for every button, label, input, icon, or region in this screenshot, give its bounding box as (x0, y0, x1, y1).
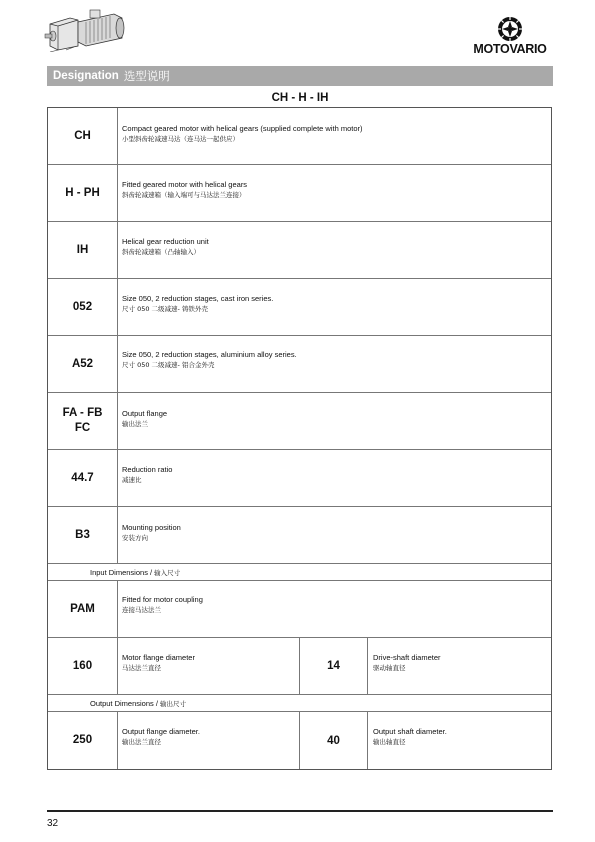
table-row (48, 393, 551, 450)
description-en: Size 050, 2 reduction stages, cast iron series. (122, 294, 274, 303)
description-en: Size 050, 2 reduction stages, aluminium alloy series. (122, 350, 297, 359)
row-description (122, 124, 363, 144)
description-zh: 尺寸 050 二级减速- 铝合金外壳 (122, 361, 215, 369)
description-zh: 斜齿轮减速箱（输入端可与马达法兰连接） (122, 191, 246, 199)
description-zh: 连接马达法兰 (122, 606, 161, 614)
description-zh: 小型斜齿轮减速马达（连马达一起供应） (122, 135, 239, 143)
row-description (373, 653, 441, 673)
motovario-logo (465, 16, 555, 56)
title-en: Designation (53, 70, 119, 82)
table-row (48, 638, 551, 695)
table-row (48, 165, 551, 222)
geared-motor-illustration (44, 6, 126, 52)
row-code: 250 (48, 712, 118, 769)
section-label-en: Input Dimensions / (90, 567, 153, 577)
row-code: 052 (48, 279, 118, 335)
row-code: 14 (300, 638, 368, 694)
row-code: H - PH (48, 165, 118, 221)
page-header (0, 0, 595, 62)
description-zh: 减速比 (122, 476, 142, 484)
input-dimensions-header (48, 564, 551, 581)
row-description (122, 350, 297, 370)
row-description (122, 523, 181, 543)
row-description (122, 465, 172, 485)
row-code: 160 (48, 638, 118, 694)
row-description (373, 727, 447, 747)
designation-code: CH - H - IH (271, 92, 329, 104)
description-en: Output flange diameter. (122, 727, 200, 736)
row-description (122, 409, 167, 429)
description-en: Mounting position (122, 523, 181, 532)
row-code-line2: FC (74, 422, 91, 434)
title-zh: 选型说明 (123, 69, 170, 83)
designation-table (47, 107, 552, 770)
brand-name: MOTOVARIO (473, 42, 547, 56)
page-number: 32 (47, 818, 59, 829)
description-en: Fitted geared motor with helical gears (122, 180, 248, 189)
description-zh: 驱动轴直径 (373, 664, 406, 672)
row-description (122, 294, 273, 314)
row-code: A52 (48, 336, 118, 392)
table-row (48, 108, 551, 165)
row-description (122, 237, 209, 257)
description-zh: 输出法兰直径 (122, 738, 161, 746)
table-row (48, 507, 551, 564)
table-row (48, 581, 551, 638)
description-en: Output flange (122, 409, 168, 418)
description-en: Helical gear reduction unit (122, 237, 209, 246)
table-row (48, 712, 551, 769)
table-row (48, 222, 551, 279)
row-description (122, 595, 203, 615)
row-code: 44.7 (48, 450, 118, 506)
description-zh: 输出轴直径 (373, 738, 406, 746)
section-label-zh: 输入尺寸 (154, 568, 181, 577)
description-en: Drive-shaft diameter (373, 653, 441, 662)
row-code: B3 (48, 507, 118, 563)
row-code: 40 (300, 712, 368, 769)
description-zh: 输出法兰 (122, 420, 148, 428)
row-code-line1: FA - FB (62, 407, 103, 419)
column-divider (48, 638, 300, 694)
designation-title-bar (47, 66, 553, 86)
description-en: Fitted for motor coupling (122, 595, 203, 604)
row-code: PAM (48, 581, 118, 637)
description-zh: 马达法兰直径 (122, 664, 161, 672)
description-en: Motor flange diameter (122, 653, 195, 662)
footer-divider (47, 810, 553, 812)
table-row (48, 336, 551, 393)
table-row (48, 279, 551, 336)
description-zh: 斜齿轮减速箱（凸轴输入） (122, 248, 200, 256)
description-en: Reduction ratio (122, 465, 173, 474)
section-label-en: Output Dimensions / (90, 698, 158, 708)
row-code: IH (48, 222, 118, 278)
motovario-emblem-icon (497, 16, 523, 42)
description-en: Output shaft diameter. (373, 727, 447, 736)
row-code: CH (48, 108, 118, 164)
row-description (122, 180, 247, 200)
column-divider (48, 712, 300, 769)
row-code (48, 393, 118, 449)
output-dimensions-header (48, 695, 551, 712)
description-zh: 安装方向 (122, 534, 148, 542)
description-zh: 尺寸 050 二级减速- 铸铁外壳 (122, 305, 208, 313)
table-row (48, 450, 551, 507)
section-label-zh: 输出尺寸 (159, 699, 186, 708)
description-en: Compact geared motor with helical gears (supplied complete with motor) (122, 124, 363, 133)
